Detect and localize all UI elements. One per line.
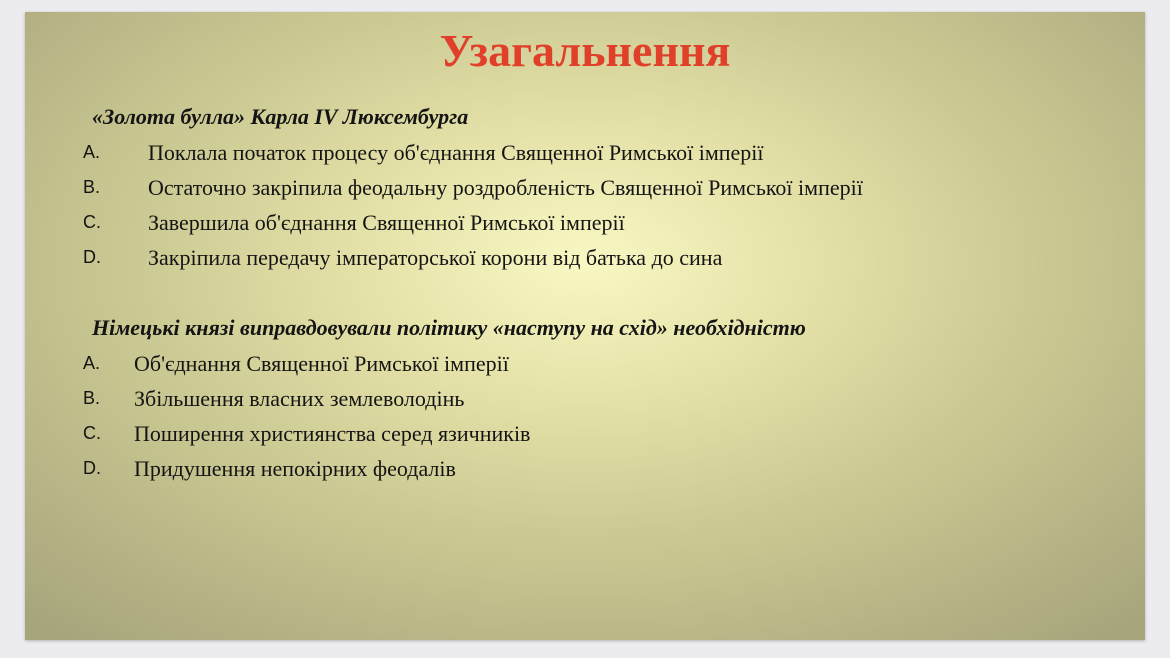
- question-2-prompt: Німецькі князі виправдовували політику «наступу на схід» необхідністю: [92, 315, 806, 340]
- slide-title: Узагальнення: [439, 25, 731, 76]
- slide: [25, 12, 1145, 640]
- option-text: Придушення непокірних феодалів: [134, 456, 456, 481]
- option-text: Закріпила передачу імператорської корони від батька до сина: [148, 245, 723, 270]
- option-letter: D.: [83, 247, 101, 267]
- option-letter: C.: [83, 423, 101, 443]
- option-letter: A.: [83, 142, 101, 162]
- option-letter: C.: [83, 212, 101, 232]
- option-text: Поширення християнства серед язичників: [134, 421, 531, 446]
- option-letter: B.: [83, 388, 101, 408]
- option-letter: D.: [83, 458, 101, 478]
- option-text: Об'єднання Священної Римської імперії: [134, 351, 509, 376]
- option-text: Завершила об'єднання Священної Римської імперії: [148, 210, 625, 235]
- option-text: Збільшення власних землеволодінь: [134, 386, 465, 411]
- option-text: Поклала початок процесу об'єднання Священної Римської імперії: [148, 140, 764, 165]
- option-letter: B.: [83, 177, 101, 197]
- option-text: Остаточно закріпила феодальну роздробленість Священної Римської імперії: [148, 175, 863, 200]
- question-1-prompt: «Золота булла» Карла IV Люксембурга: [92, 104, 469, 129]
- option-letter: A.: [83, 353, 101, 373]
